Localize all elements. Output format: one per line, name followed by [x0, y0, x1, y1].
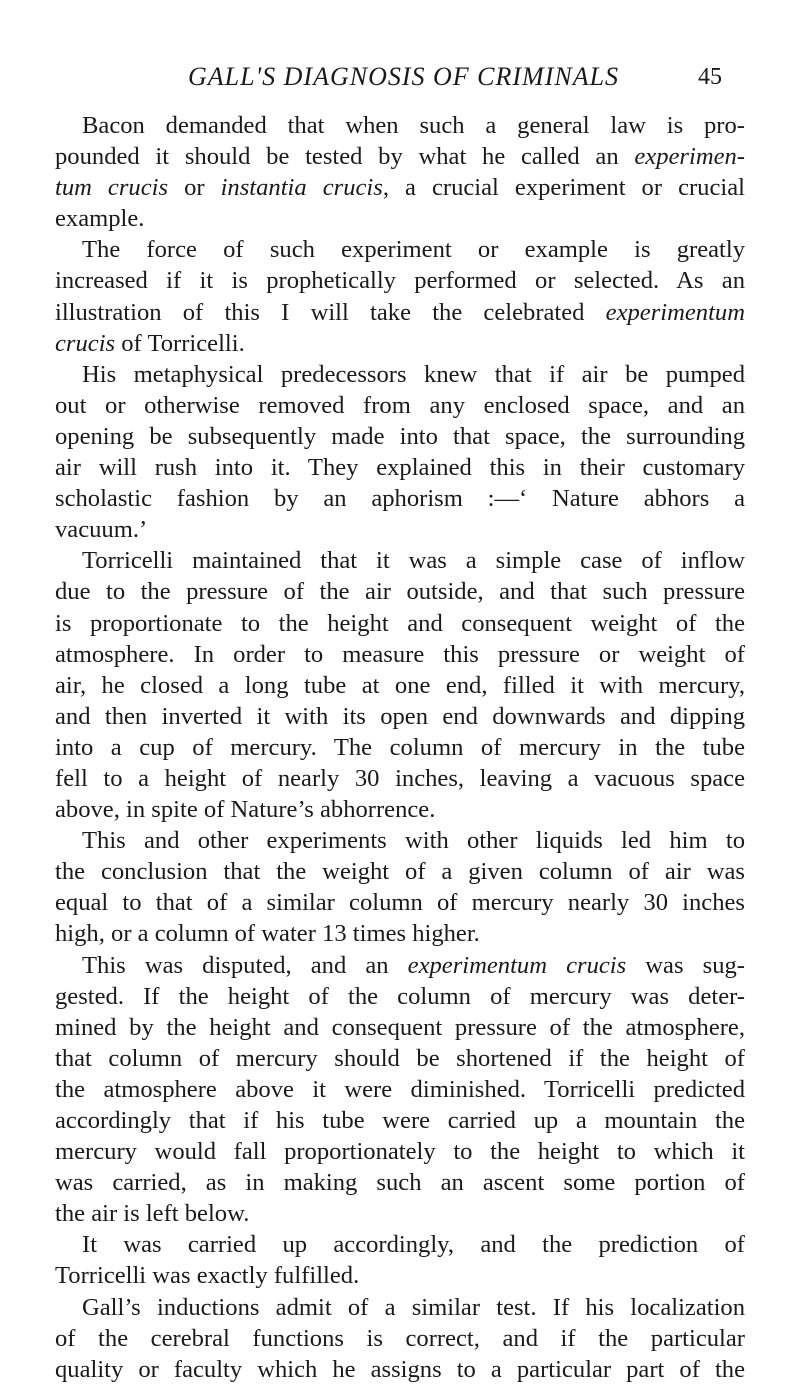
text-line: [55, 763, 745, 794]
text-line: [55, 1074, 745, 1105]
text-line: [55, 1167, 745, 1198]
body-text: [55, 110, 745, 1385]
text-segment: His metaphysical predecessors knew that if air be pumped: [82, 360, 745, 388]
text-segment: illustration of this I will take the celebrated: [55, 298, 606, 326]
text-segment: quality or faculty which he assigns to a particular part of the: [55, 1355, 745, 1383]
text-line: [55, 639, 745, 670]
text-line: [55, 203, 745, 234]
text-segment: scholastic fashion by an aphorism :—‘ Nature abhors a: [55, 485, 745, 513]
text-line: [55, 1012, 745, 1043]
text-segment: was carried, as in making such an ascent some portion of: [55, 1169, 745, 1197]
text-line: [55, 856, 745, 887]
italic-text: experimen-: [634, 143, 745, 171]
text-segment: gested. If the height of the column of mercury was deter-: [55, 982, 745, 1010]
text-segment: the conclusion that the weight of a given column of air was: [55, 858, 745, 886]
text-line: [55, 1354, 745, 1385]
italic-text: crucis: [55, 329, 116, 357]
italic-text: experimentum crucis: [407, 951, 627, 979]
paragraph-first-line: [55, 1292, 745, 1323]
text-line: [55, 421, 745, 452]
text-line: [55, 297, 745, 328]
text-line: [55, 141, 745, 172]
text-line: [55, 1043, 745, 1074]
text-line: [55, 328, 745, 359]
italic-text: tum crucis: [55, 174, 169, 202]
text-segment: mined by the height and consequent pressure of the atmosphere,: [55, 1013, 745, 1041]
text-segment: opening be subsequently made into that space, the surrounding: [55, 422, 745, 450]
text-segment: pounded it should be tested by what he called an: [55, 143, 635, 171]
text-segment: the air is left below.: [55, 1200, 250, 1228]
running-title: GALL'S DIAGNOSIS OF CRIMINALS: [188, 62, 620, 91]
text-segment: was sug-: [626, 951, 745, 979]
text-segment: , a crucial experiment or crucial: [382, 174, 745, 202]
text-line: [55, 1260, 745, 1291]
paragraph-first-line: [55, 545, 745, 576]
text-segment: high, or a column of water 13 times higher.: [55, 920, 480, 948]
text-line: [55, 1136, 745, 1167]
text-line: [55, 794, 745, 825]
text-segment: Gall’s inductions admit of a similar test. If his localization: [82, 1293, 745, 1321]
text-segment: fell to a height of nearly 30 inches, leaving a vacuous space: [55, 764, 745, 792]
text-segment: above, in spite of Nature’s abhorrence.: [55, 796, 436, 824]
text-segment: is proportionate to the height and consequent weight of the: [55, 609, 745, 637]
text-segment: air will rush into it. They explained this in their customary: [55, 454, 745, 482]
text-segment: of Torricelli.: [115, 329, 245, 357]
text-line: [55, 514, 745, 545]
text-segment: into a cup of mercury. The column of mercury in the tube: [55, 733, 745, 761]
paragraph-first-line: [55, 234, 745, 265]
text-line: [55, 918, 745, 949]
text-segment: Bacon demanded that when such a general law is pro-: [82, 112, 745, 139]
text-segment: that column of mercury should be shortened if the height of: [55, 1044, 745, 1072]
text-line: [55, 576, 745, 607]
text-segment: example.: [55, 205, 145, 233]
running-head: [0, 62, 800, 96]
text-segment: and then inverted it with its open end downwards and dipping: [55, 702, 745, 730]
text-segment: The force of such experiment or example is greatly: [82, 236, 745, 264]
text-line: [55, 732, 745, 763]
paragraph-first-line: [55, 950, 745, 981]
text-segment: This was disputed, and an: [82, 951, 408, 979]
paragraph-first-line: [55, 1229, 745, 1260]
text-line: [55, 701, 745, 732]
paragraph-first-line: [55, 110, 745, 141]
text-segment: due to the pressure of the air outside, and that such pressure: [55, 578, 745, 606]
text-segment: out or otherwise removed from any enclosed space, and an: [55, 391, 745, 419]
text-segment: Torricelli was exactly fulfilled.: [55, 1262, 360, 1290]
text-segment: This and other experiments with other liquids led him to: [82, 827, 745, 855]
text-segment: the atmosphere above it were diminished. Torricelli predicted: [55, 1075, 745, 1103]
text-segment: vacuum.’: [55, 516, 148, 544]
text-line: [55, 172, 745, 203]
text-line: [55, 265, 745, 296]
paragraph-first-line: [55, 825, 745, 856]
text-segment: or: [168, 174, 221, 202]
text-line: [55, 390, 745, 421]
italic-text: experimentum: [605, 298, 745, 326]
text-line: [55, 887, 745, 918]
text-line: [55, 608, 745, 639]
text-line: [55, 670, 745, 701]
text-segment: of the cerebral functions is correct, and if the particular: [55, 1324, 745, 1352]
text-segment: atmosphere. In order to measure this pressure or weight of: [55, 640, 745, 668]
text-segment: accordingly that if his tube were carried up a mountain the: [55, 1107, 745, 1134]
text-segment: equal to that of a similar column of mercury nearly 30 inches: [55, 889, 745, 917]
page-number: 45: [698, 64, 722, 90]
text-line: [55, 981, 745, 1012]
text-segment: mercury would fall proportionately to the height to which it: [55, 1138, 745, 1166]
text-line: [55, 483, 745, 514]
text-segment: air, he closed a long tube at one end, filled it with mercury,: [55, 671, 745, 699]
text-line: [55, 452, 745, 483]
text-segment: It was carried up accordingly, and the prediction of: [82, 1231, 745, 1259]
text-line: [55, 1105, 745, 1136]
text-segment: Torricelli maintained that it was a simple case of inflow: [82, 547, 745, 575]
text-line: [55, 1198, 745, 1229]
text-segment: increased if it is prophetically performed or selected. As an: [55, 267, 745, 295]
paragraph-first-line: [55, 359, 745, 390]
italic-text: instantia crucis: [220, 174, 383, 202]
text-line: [55, 1323, 745, 1354]
